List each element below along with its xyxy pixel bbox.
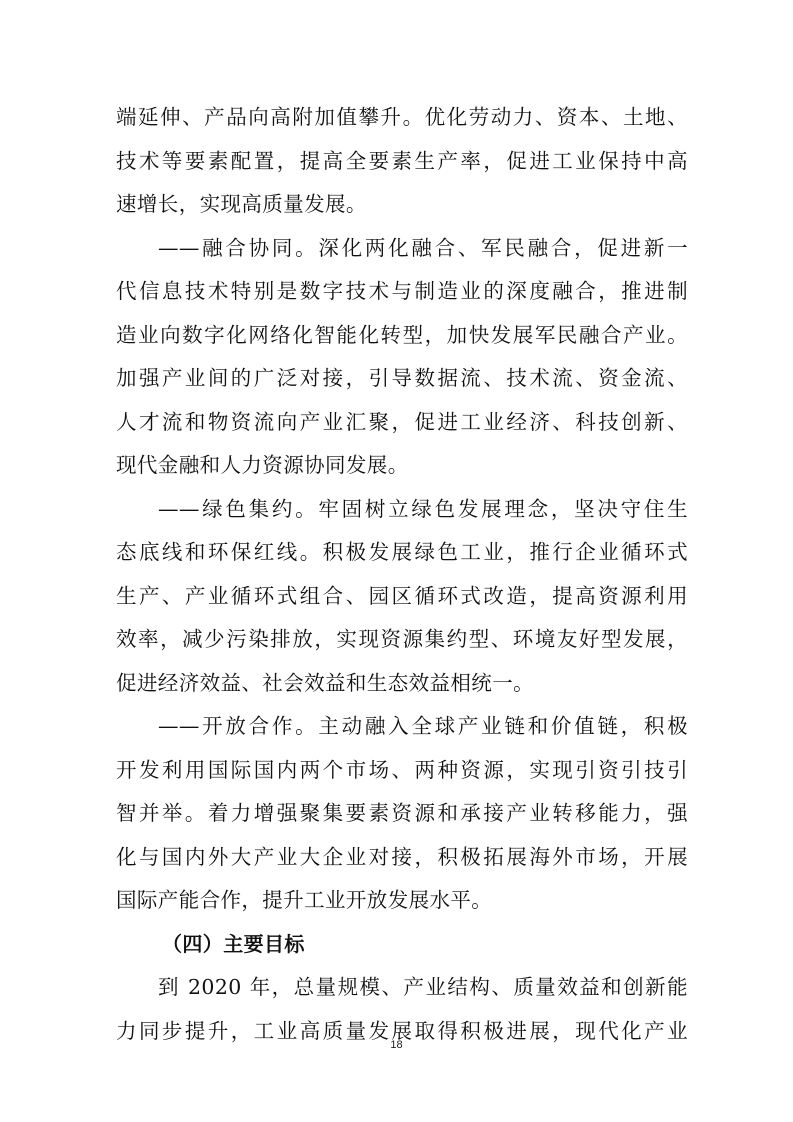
text-line: 人才流和物资流向产业汇聚，促进工业经济、科技创新、 [116,409,688,434]
text-line: 开发利用国际国内两个市场、两种资源，实现引资引技引 [116,757,688,782]
paragraph-start-line: 到 2020 年，总量规模、产业结构、质量效益和创新能 [158,975,688,999]
text-line: 效率，减少污染排放，实现资源集约型、环境友好型发展， [116,627,688,651]
page-number: 18 [390,1039,403,1051]
body-text [116,96,688,1053]
text-line: 速增长，实现高质量发展。 [116,192,367,216]
text-line: 力同步提升，工业高质量发展取得积极进展，现代化产业 [116,1018,688,1043]
text-line: 国际产能合作，提升工业开放发展水平。 [116,888,493,912]
text-line: 化与国内外大产业大企业对接，积极拓展海外市场，开展 [116,844,688,869]
text-line: 智并举。着力增强聚集要素资源和承接产业转移能力，强 [116,801,688,825]
text-line: 生产、产业循环式组合、园区循环式改造，提高资源利用 [116,583,688,608]
text-line: 技术等要素配置，提高全要素生产率，促进工业保持中高 [116,148,688,173]
text-line: 造业向数字化网络化智能化转型，加快发展军民融合产业。 [116,322,688,347]
paragraph-start-line: ——融合协同。深化两化融合、军民融合，促进新一 [158,235,688,260]
text-line: 现代金融和人力资源协同发展。 [116,453,409,477]
text-line: 态底线和环保红线。积极发展绿色工业，推行企业循环式 [116,540,688,564]
text-line: 代信息技术特别是数字技术与制造业的深度融合，推进制 [116,279,688,303]
text-line: 促进经济效益、社会效益和生态效益相统一。 [116,670,534,695]
paragraph-start-line: ——开放合作。主动融入全球产业链和价值链，积极 [158,714,688,738]
paragraph-start-line: ——绿色集约。牢固树立绿色发展理念，坚决守住生 [158,496,688,521]
text-line: 端延伸、产品向高附加值攀升。优化劳动力、资本、土地、 [116,105,688,129]
text-line: 加强产业间的广泛对接，引导数据流、技术流、资金流、 [116,366,688,390]
section-heading: （四）主要目标 [162,931,305,956]
